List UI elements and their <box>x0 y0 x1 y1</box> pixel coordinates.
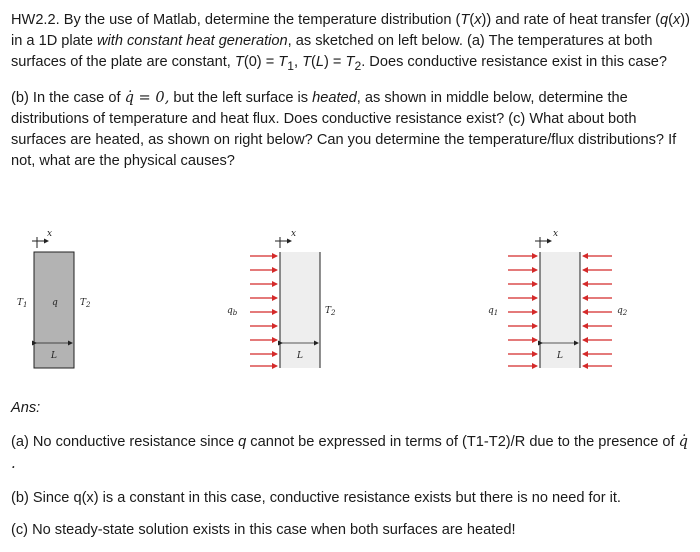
t1-label: $T_1$ <box>17 298 28 309</box>
x-axis-arrow <box>32 237 48 248</box>
heat-flux-arrows-left <box>508 256 537 366</box>
heat-flux-arrows-left <box>250 256 277 366</box>
x-axis-arrow <box>535 237 551 248</box>
q2-label: $q_2$ <box>617 306 628 317</box>
qb-label: $q_b$ <box>227 306 238 317</box>
length-label: L <box>51 351 57 361</box>
answer-a: (a) No conductive resistance since q cannot be expressed in terms of (T1-T2)/R due to the presence of q̇ . <box>11 433 688 472</box>
x-axis-arrow <box>275 237 291 248</box>
length-label: L <box>557 351 563 361</box>
figure-right <box>488 229 628 368</box>
x-label: x <box>47 229 53 239</box>
figure-left <box>17 229 91 368</box>
qdot-zero-equation: q̇ = 0, <box>124 89 170 106</box>
answer-b: (b) Since q(x) is a constant in this case, conductive resistance exists but there is no need for it. <box>11 490 621 506</box>
t2-label: $T_2$ <box>80 298 91 309</box>
t2-label: $T_2$ <box>325 306 336 317</box>
qdot-symbol: q̇ . <box>11 433 688 472</box>
answer-c: (c) No steady-state solution exists in this case when both surfaces are heated! <box>11 522 516 538</box>
heat-flux-arrows-right <box>583 256 612 366</box>
x-label: x <box>553 229 559 239</box>
question-paragraph-2: (b) In the case of q̇ = 0, but the left surface is heated, as shown in middle below, determine the distributions of temperature and heat flux. Does conductive resistance exist? (c) What about both surfaces are heated, as shown on right below? Can you determine the temperature/flux distributions? If not, what are the physical causes? <box>11 89 677 169</box>
question-paragraph-1: HW2.2. By the use of Matlab, determine the temperature distribution (T(x)) and rate of heat transfer (q(x)) in a 1D plate with constant heat generation, as sketched on left below. (a) The temperatures at both surfaces of the plate are constant, $T(0) = T_1$, $T(L) = T_2$. Does conductive resistance exist in this case? <box>11 12 690 73</box>
answer-label: Ans: <box>11 400 41 416</box>
length-label: L <box>297 351 303 361</box>
q1-label: $q_1$ <box>488 306 499 317</box>
x-label: x <box>291 229 297 239</box>
q-generation-label: q <box>52 298 58 308</box>
figure-middle <box>227 229 336 368</box>
